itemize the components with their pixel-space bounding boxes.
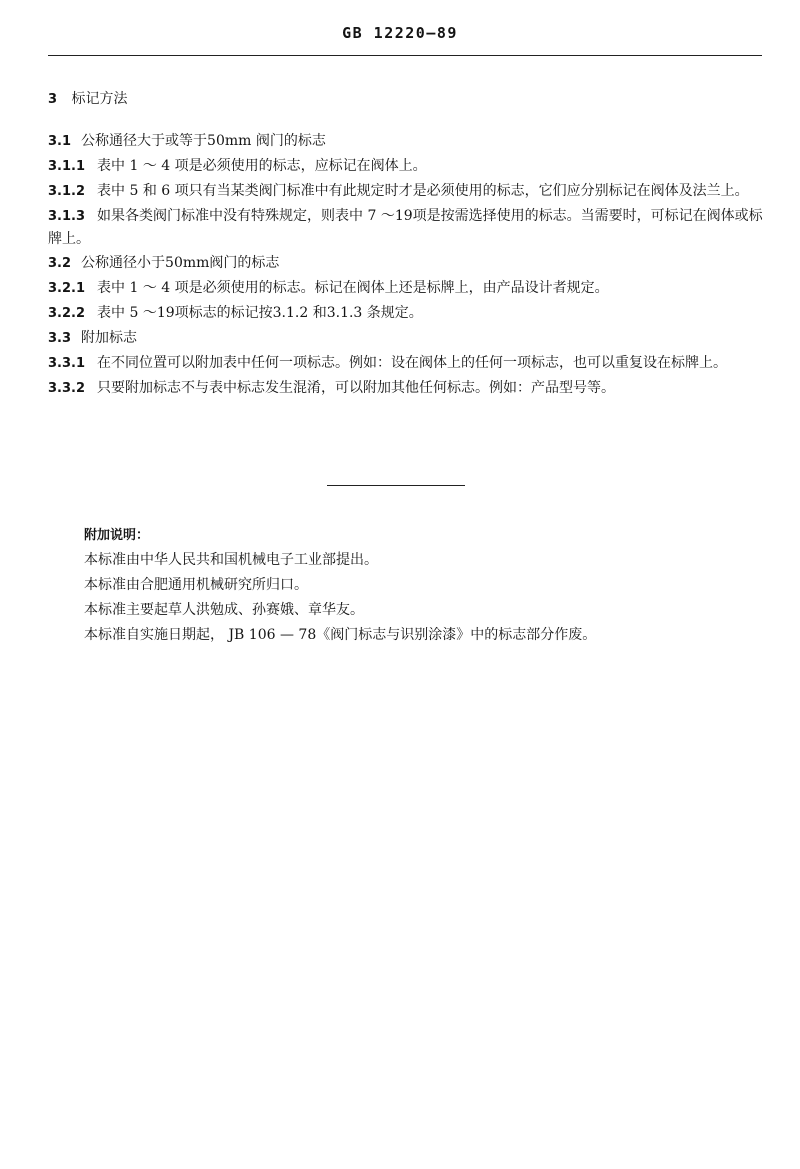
clause-text: 如果各类阀门标准中没有特殊规定，则表中 7 ～19项是按需选择使用的标志。当需要时，可标记在阀体或标牌上。 <box>48 208 763 247</box>
clause-text: 附加标志 <box>81 330 138 346</box>
clause-3-1-3 <box>48 205 766 250</box>
note-line: 本标准主要起草人洪勉成、孙赛娥、章华友。 <box>84 602 364 618</box>
clause-3-1 <box>48 130 766 153</box>
header-rule <box>48 55 762 56</box>
closing-rule <box>327 485 465 486</box>
clause-text: 只要附加标志不与表中标志发生混淆，可以附加其他任何标志。例如：产品型号等。 <box>97 380 616 396</box>
clause-number: 3.2.1 <box>48 281 86 296</box>
clause-text: 表中 5 和 6 项只有当某类阀门标准中有此规定时才是必须使用的标志，它们应分别标记在阀体及法兰上。 <box>97 183 749 199</box>
notes-title: 附加说明： <box>84 528 150 543</box>
clause-number: 3.1.2 <box>48 184 86 199</box>
section-heading <box>48 88 766 111</box>
clause-3-2 <box>48 252 766 275</box>
clause-number: 3.1 <box>48 134 72 149</box>
document-body <box>48 88 766 402</box>
clause-text: 公称通径大于或等于50mm 阀门的标志 <box>81 133 326 149</box>
clause-3-1-2 <box>48 180 766 203</box>
clause-text: 表中 1 ～ 4 项是必须使用的标志。标记在阀体上还是标牌上，由产品设计者规定。 <box>97 280 609 296</box>
clause-text: 表中 1 ～ 4 项是必须使用的标志，应标记在阀体上。 <box>97 158 427 174</box>
clause-number: 3.1.1 <box>48 159 86 174</box>
clause-3-3 <box>48 327 766 350</box>
clause-number: 3.3 <box>48 331 72 346</box>
section-title: 标记方法 <box>71 91 128 107</box>
clause-text: 在不同位置可以附加表中任何一项标志。例如：设在阀体上的任何一项标志，也可以重复设在标牌上。 <box>97 355 728 371</box>
clause-text: 表中 5 ～19项标志的标记按3.1.2 和3.1.3 条规定。 <box>97 305 423 321</box>
clause-text: 公称通径小于50mm阀门的标志 <box>81 255 280 271</box>
clause-3-1-1 <box>48 155 766 178</box>
additional-notes <box>84 524 764 648</box>
clause-number: 3.3.2 <box>48 381 86 396</box>
note-line: 本标准自实施日期起， JB 106 — 78《阀门标志与识别涂漆》中的标志部分作废。 <box>84 627 597 643</box>
section-number: 3 <box>48 92 58 107</box>
standard-code-header: GB 12220—89 <box>342 24 458 42</box>
clause-3-2-2 <box>48 302 766 325</box>
clause-number: 3.1.3 <box>48 209 86 224</box>
note-line: 本标准由合肥通用机械研究所归口。 <box>84 577 308 593</box>
clause-3-3-2 <box>48 377 766 400</box>
clause-number: 3.2 <box>48 256 72 271</box>
note-line: 本标准由中华人民共和国机械电子工业部提出。 <box>84 552 378 568</box>
clause-3-3-1 <box>48 352 766 375</box>
clause-3-2-1 <box>48 277 766 300</box>
clause-number: 3.3.1 <box>48 356 86 371</box>
clause-number: 3.2.2 <box>48 306 86 321</box>
